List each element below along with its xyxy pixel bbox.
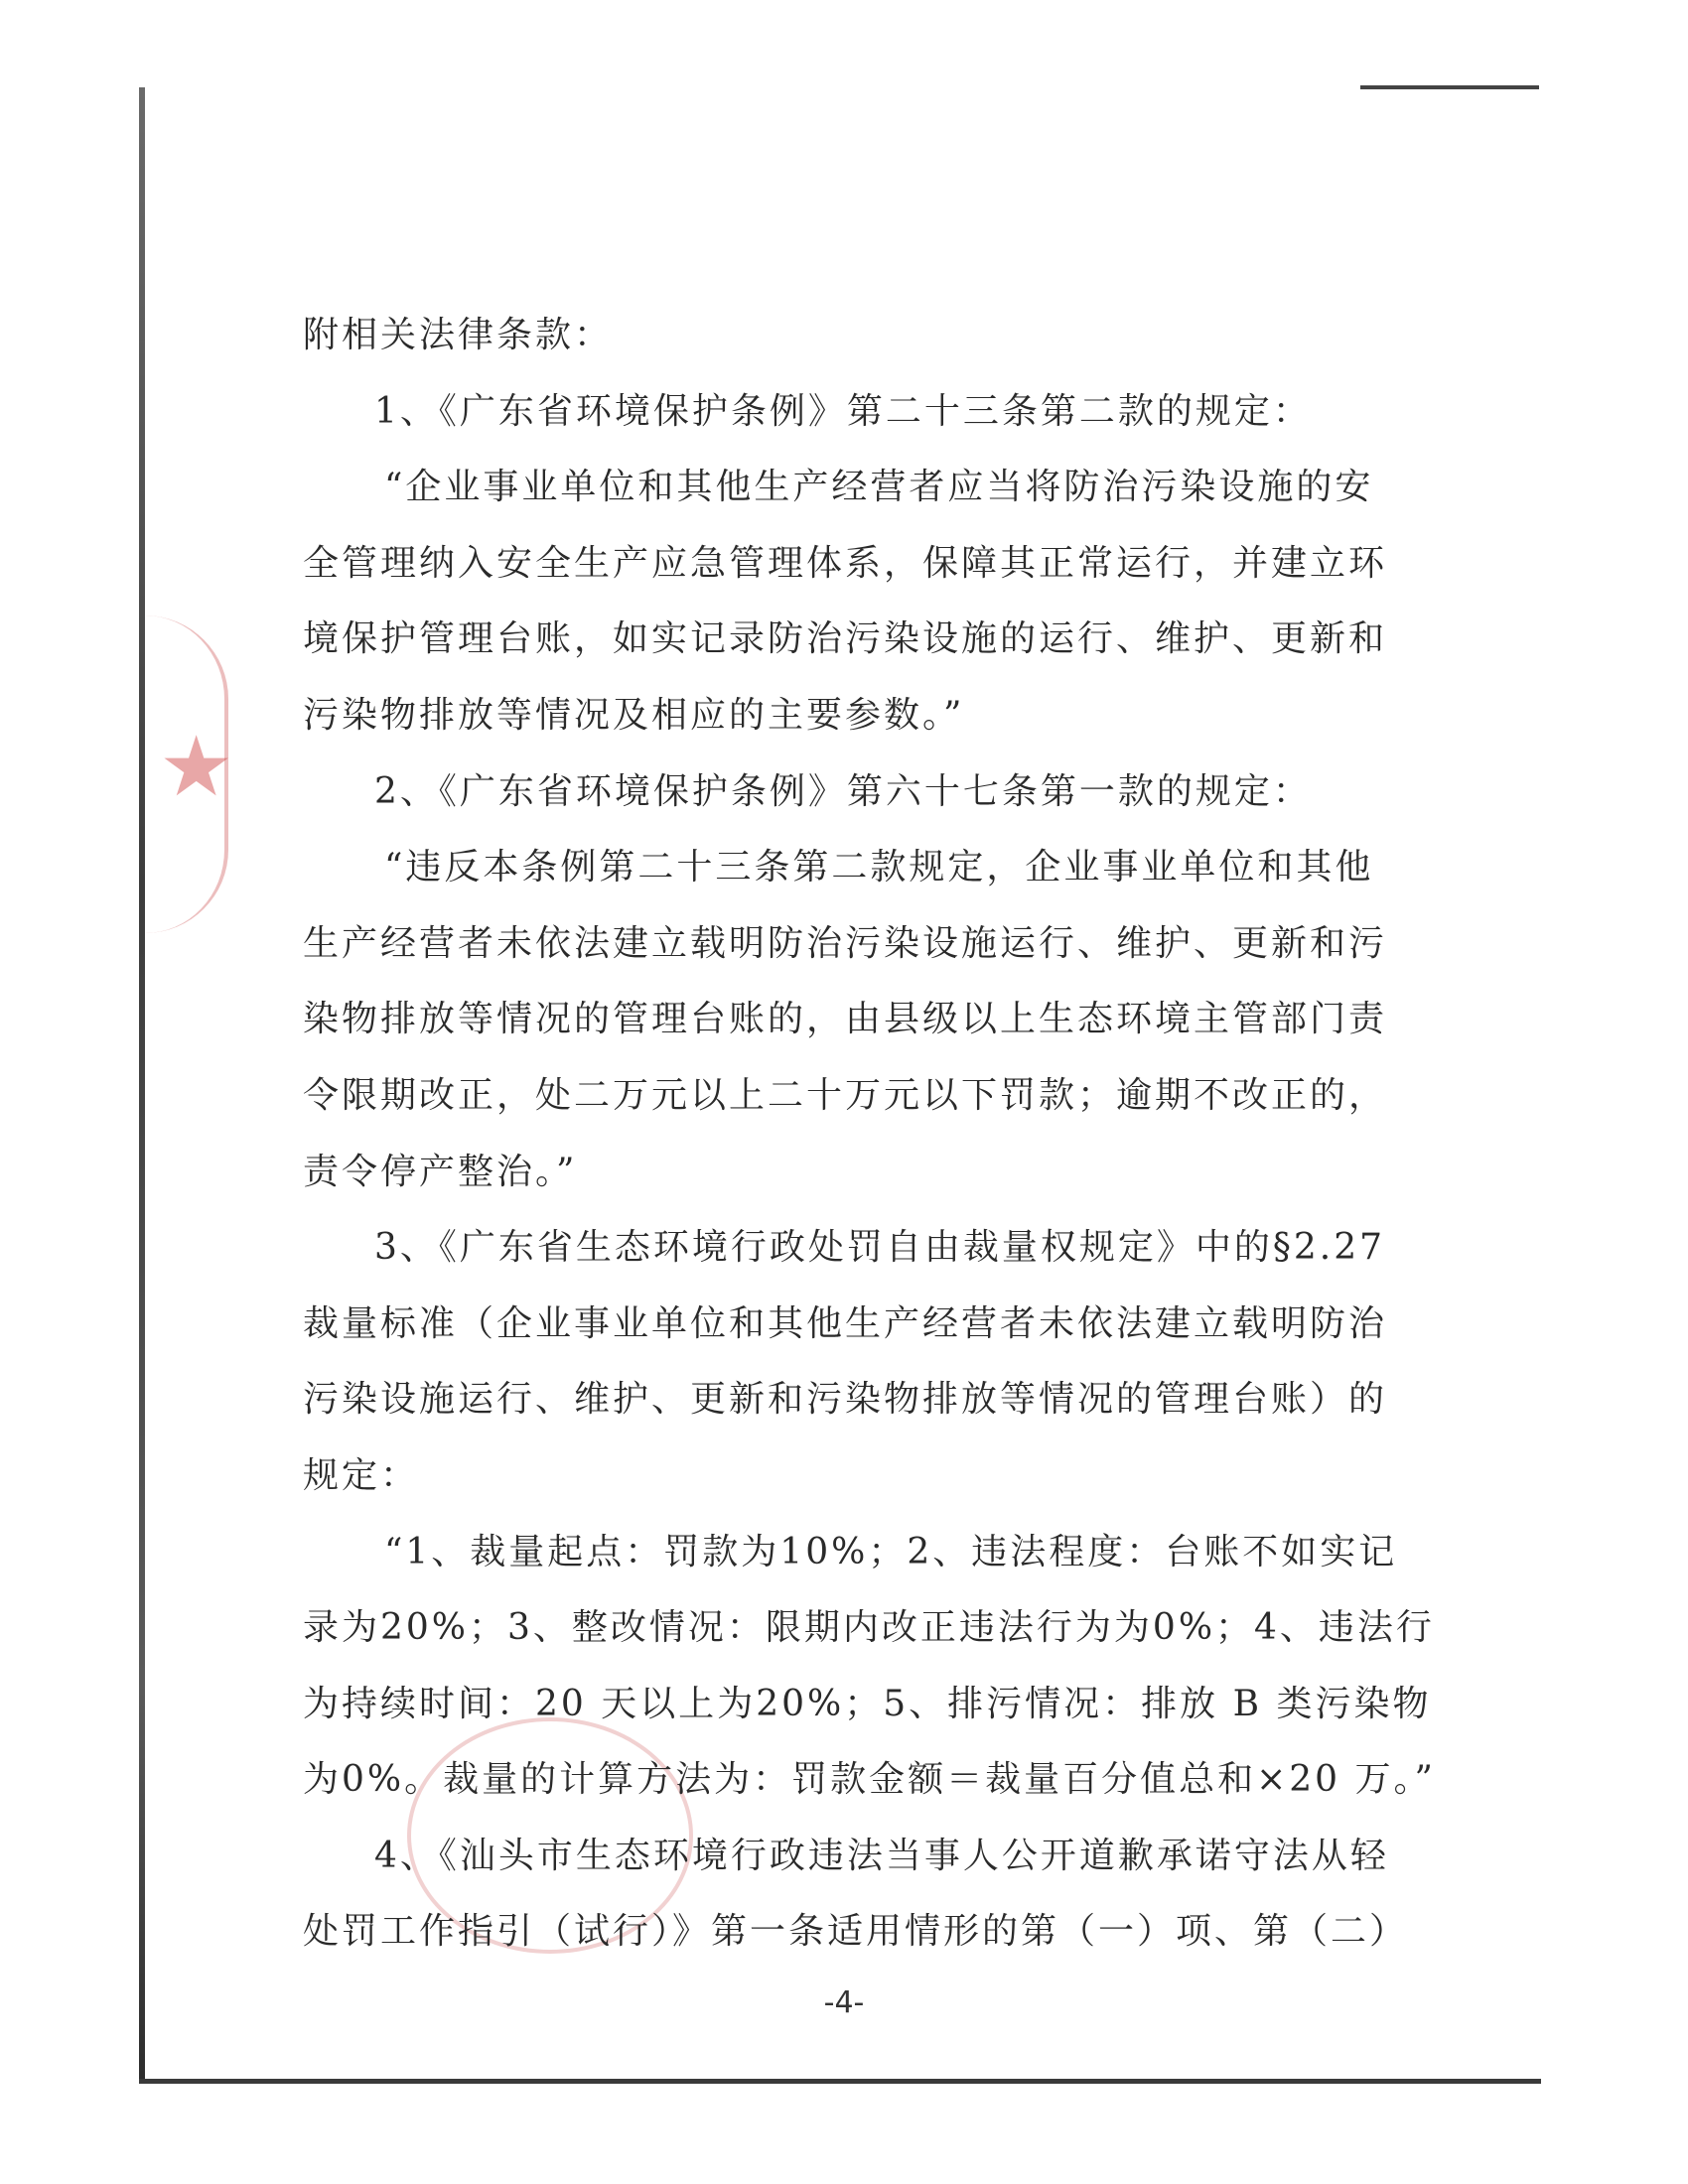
clause-2-quote-line: 令限期改正，处二万元以上二十万元以下罚款；逾期不改正的， <box>303 1074 1388 1116</box>
seal-star-icon: ★ <box>159 718 234 815</box>
page-number: -4- <box>823 1985 865 2020</box>
clause-3-title-line: 规定： <box>303 1454 420 1496</box>
section-heading: 附相关法律条款： <box>303 315 614 355</box>
scan-border-bottom <box>139 2079 1541 2084</box>
clause-2-title: 2、《广东省环境保护条例》第六十七条第一款的规定： <box>374 770 1312 812</box>
clause-3-quote-line: 为0%。裁量的计算方法为：罚款金额＝裁量百分值总和×20 万。” <box>303 1759 1436 1801</box>
document-body <box>303 298 1436 1971</box>
clause-3-title-line: 污染设施运行、维护、更新和污染物排放等情况的管理台账）的 <box>303 1379 1388 1421</box>
clause-1-quote-line: “企业事业单位和其他生产经营者应当将防治污染设施的安 <box>384 467 1374 508</box>
clause-2-quote-line: 染物排放等情况的管理台账的，由县级以上生态环境主管部门责 <box>303 999 1388 1040</box>
clause-1-quote-line: 污染物排放等情况及相应的主要参数。” <box>303 694 965 736</box>
clause-4-line: 处罚工作指引（试行）》第一条适用情形的第（一）项、第（二） <box>303 1911 1409 1953</box>
clause-1-title: 1、《广东省环境保护条例》第二十三条第二款的规定： <box>374 390 1312 432</box>
clause-3-quote-line: 为持续时间：20 天以上为20%；5、排污情况：排放 B 类污染物 <box>303 1683 1432 1724</box>
clause-1-quote-line: 全管理纳入安全生产应急管理体系，保障其正常运行，并建立环 <box>303 542 1388 584</box>
clause-2-quote-line: “违反本条例第二十三条第二款规定，企业事业单位和其他 <box>384 847 1374 888</box>
clause-2-quote-line: 责令停产整治。” <box>303 1151 578 1192</box>
clause-3-title-line: 3、《广东省生态环境行政处罚自由裁量权规定》中的§2.27 <box>374 1227 1386 1269</box>
clause-3-quote-line: “1、裁量起点：罚款为10%；2、违法程度：台账不如实记 <box>384 1531 1398 1572</box>
clause-1-quote-line: 境保护管理台账，如实记录防治污染设施的运行、维护、更新和 <box>303 618 1388 660</box>
clause-3-quote-line: 录为20%；3、整改情况：限期内改正违法行为为0%；4、违法行 <box>303 1607 1435 1649</box>
clause-2-quote-line: 生产经营者未依法建立载明防治污染设施运行、维护、更新和污 <box>303 922 1388 964</box>
clause-3-title-line: 裁量标准（企业事业单位和其他生产经营者未依法建立载明防治 <box>303 1302 1388 1344</box>
scan-border-left <box>139 87 145 2083</box>
clause-4-line: 4、《汕头市生态环境行政违法当事人公开道歉承诺守法从轻 <box>374 1835 1389 1876</box>
scan-border-top <box>1360 85 1539 89</box>
